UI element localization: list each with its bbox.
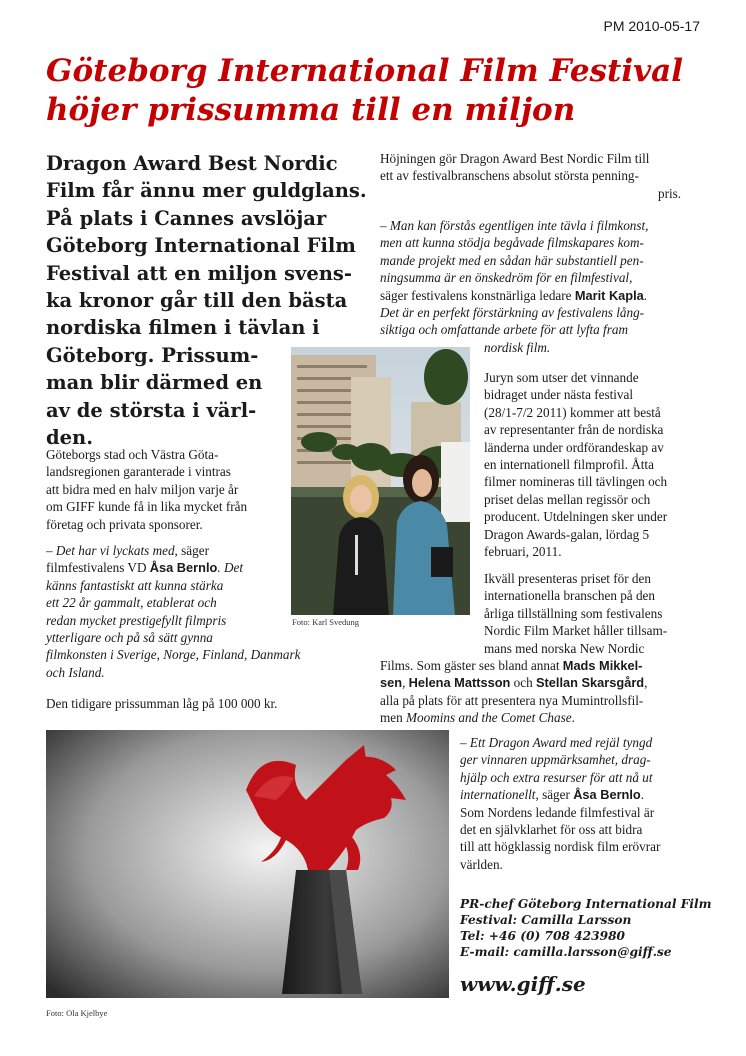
text-line: internationellt, säger Åsa Bernlo. (460, 787, 645, 803)
lead-line: nordiska filmen i tävlan i (46, 316, 320, 340)
text-line: landsregionen garanterade i vintras (46, 464, 231, 480)
text-line: Ikväll presenteras priset för den (484, 571, 651, 586)
headline-line-1: Göteborg International Film Festival (46, 53, 683, 89)
text-line: filmer nomineras till tävlingen och (484, 474, 668, 490)
person-name: Åsa Bernlo (149, 560, 218, 576)
text-line (380, 657, 715, 674)
text-line: säger festivalens konstnärliga ledare Marit Kapla. (380, 287, 648, 303)
text-fragment: , säger (535, 787, 574, 803)
quote-line: – Ett Dragon Award med rejäl tyngd (460, 735, 653, 750)
text-line: internationella branschen på den (484, 588, 655, 604)
person-name: sen (380, 675, 403, 691)
text-line: mans med norska New Nordic (484, 640, 645, 656)
quote-line: hjälp och extra resurser för att nå ut (460, 769, 653, 785)
right-column-p2 (380, 217, 710, 356)
text-line: världen. (460, 856, 503, 872)
quote-line: redan mycket prestigefyllt filmpris (46, 612, 227, 628)
quote-line: ytterligare och på så sätt gynna (46, 630, 213, 646)
quote-line: och Island. (46, 664, 105, 680)
text-line: det en självklarhet för oss att bidra (460, 822, 643, 838)
text-line: Höjningen gör Dragon Award Best Nordic Film till (380, 151, 650, 166)
quote-line: nordisk film. (484, 339, 551, 355)
lead-line: den. (46, 426, 94, 450)
lead-line: Film får ännu mer guldglans. (46, 179, 367, 203)
person-name: Marit Kapla (574, 287, 644, 303)
text-line: en internationell filmprofil. Åtta (484, 457, 654, 473)
right-column-p1 (380, 150, 710, 202)
person-name: Åsa Bernlo (573, 787, 641, 803)
text-fragment: , säger (174, 543, 209, 558)
text-line: februari, 2011. (484, 544, 562, 560)
text-line: till att högklassig nordisk film erövrar (460, 839, 661, 855)
quote-line: ger vinnaren uppmärksamhet, drag- (460, 752, 651, 768)
dragon-award-photo (46, 730, 449, 998)
quote-text: – Det har vi lyckats med (46, 543, 175, 558)
text-line: ett av festivalbranschens absolut största penning- (380, 168, 639, 184)
contact-phone: Tel: +46 (0) 708 423980 (460, 929, 626, 943)
contact-email: E-mail: camilla.larsson@giff.se (460, 945, 672, 959)
text-line: (28/1-7/2 2011) kommer att bestå (484, 404, 661, 420)
lead-line: av de största i värl- (46, 398, 257, 422)
lead-line: Göteborg. Prissum- (46, 343, 259, 367)
left-column-p3 (46, 695, 346, 712)
website-link[interactable]: www.giff.se (460, 972, 586, 996)
text-fragment: säger festivalens konstnärliga ledare (380, 287, 575, 303)
lead-line: Göteborg International Film (46, 234, 356, 258)
lead-line: ka kronor går till den bästa (46, 289, 348, 313)
contact-info (460, 896, 730, 960)
right-column-p3 (484, 369, 714, 560)
press-release-date: PM 2010-05-17 (603, 18, 700, 34)
quote-line: ningsumma är en önskedröm för en filmfestival, (380, 270, 633, 286)
quote-text: . Det (217, 560, 243, 576)
photo2-caption: Foto: Ola Kjelbye (46, 1008, 108, 1018)
text-line: Den tidigare prissumman låg på 100 000 kr. (46, 696, 278, 711)
text-line: att bidra med en halv miljon varje år (46, 481, 239, 497)
text-line: av representanter från de nordiska (484, 422, 664, 438)
quote-text: internationellt (460, 787, 536, 803)
text-line: Dragon Awards-galan, lördag 5 (484, 526, 650, 542)
text-line: om GIFF kunde få in lika mycket från (46, 499, 248, 515)
quote-line: känns fantastiskt att kunna stärka (46, 577, 224, 593)
text-line: länderna under ordförandeskap av (484, 439, 664, 455)
quote-line: ett 22 år gammalt, etablerat och (46, 595, 217, 611)
text-fragment: Films. Som gäster ses bland annat (380, 658, 563, 673)
headline (46, 52, 726, 130)
text-line: priset delas mellan regissör och (484, 491, 651, 507)
lead-line: Dragon Award Best Nordic (46, 152, 338, 175)
lead-line: man blir därmed en (46, 371, 263, 395)
contact-line: Festival: Camilla Larsson (460, 913, 632, 927)
right-column-p4-cont (380, 657, 715, 727)
text-fragment: men (380, 710, 407, 726)
text-fragment: och (510, 675, 536, 691)
right-column-p4 (484, 570, 714, 657)
text-line: producent. Utdelningen sker under (484, 509, 668, 525)
right-column-p5 (460, 734, 720, 873)
text-line: alla på plats för att presentera nya Mumintrollsfil- (380, 692, 644, 708)
text-line: Göteborgs stad och Västra Göta- (46, 447, 219, 462)
text-line: men Moomins and the Comet Chase. (380, 710, 575, 726)
photo1-caption: Foto: Karl Svedung (292, 617, 360, 627)
person-name: Stellan Skarsgård (536, 675, 645, 691)
film-title: Moomins and the Comet Chase (406, 710, 572, 726)
lead-line: Festival att en miljon svens- (46, 261, 352, 285)
text-line: sen, Helena Mattsson och Stellan Skarsgård, (380, 675, 648, 691)
quote-line: filmkonsten i Sverige, Norge, Finland, Danmark (46, 647, 301, 663)
cannes-photo (291, 347, 470, 615)
person-name: Mads Mikkel- (562, 658, 643, 673)
text-line: bidraget under nästa festival (484, 387, 634, 403)
text-line: årliga tillställning som festivalens (484, 605, 663, 621)
text-fragment: filmfestivalens VD (46, 560, 150, 576)
lead-line: På plats i Cannes avslöjar (46, 206, 327, 230)
text-line: Nordic Film Market håller tillsam- (484, 623, 668, 639)
quote-line: Det är en perfekt förstärkning av festivalens lång- (380, 305, 645, 321)
cannes-photo-image (291, 347, 470, 615)
dragon-award-image (46, 730, 449, 998)
text-line: företag och privata sponsorer. (46, 516, 203, 532)
quote-line: mande projekt med en sådan här substantiell pen- (380, 252, 644, 268)
quote-line: men att kunna stödja begåvade filmskapares kom- (380, 235, 644, 251)
quote-line: – Man kan förstås egentligen inte tävla i filmkonst, (380, 218, 649, 233)
text-line: pris. (658, 185, 682, 201)
quote-line: siktiga och omfattande arbete för att lyfta fram (380, 322, 628, 338)
person-name: Helena Mattsson (408, 675, 511, 691)
contact-line: PR-chef Göteborg International Film (460, 897, 712, 911)
text-line: Juryn som utser det vinnande (484, 370, 639, 385)
text-line: Som Nordens ledande filmfestival är (460, 804, 655, 820)
headline-line-2: höjer prissumma till en miljon (46, 92, 576, 128)
